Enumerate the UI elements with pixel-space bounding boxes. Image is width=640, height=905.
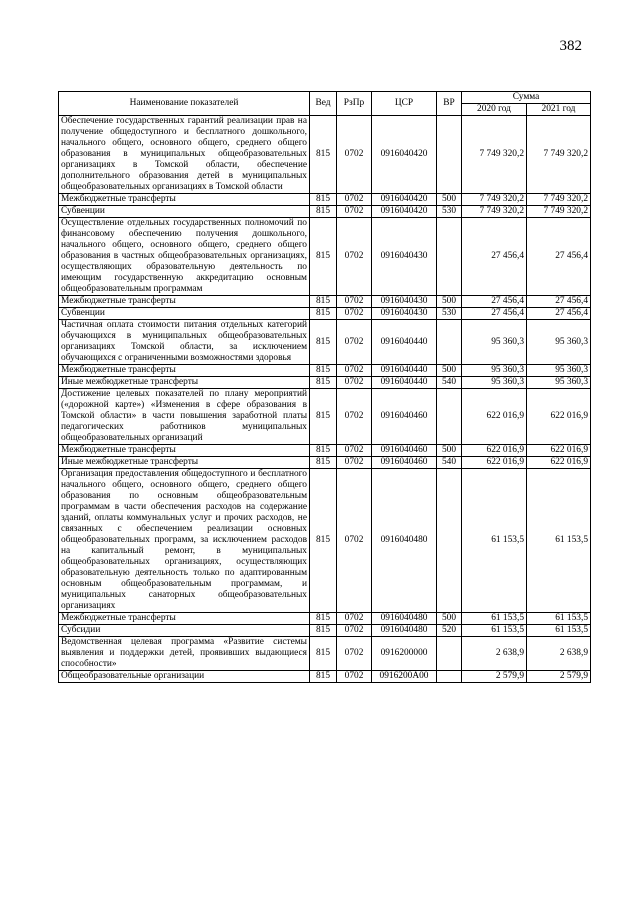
- header-2021: 2021 год: [527, 104, 591, 116]
- table-row: [59, 194, 591, 206]
- budget-table: [58, 91, 591, 683]
- row-csr: 0916200А00: [372, 671, 437, 683]
- row-name: Межбюджетные трансферты: [59, 613, 310, 625]
- table-row: [59, 389, 591, 445]
- row-ved: 815: [310, 365, 337, 377]
- row-vr: [437, 116, 462, 194]
- table-row: [59, 457, 591, 469]
- row-sum-2021: 7 749 320,2: [527, 116, 591, 194]
- row-csr: 0916040480: [372, 625, 437, 637]
- row-vr: [437, 218, 462, 296]
- row-rzpr: 0702: [337, 469, 372, 613]
- row-csr: 0916040430: [372, 296, 437, 308]
- row-ved: 815: [310, 206, 337, 218]
- row-ved: 815: [310, 116, 337, 194]
- row-sum-2020: 95 360,3: [462, 377, 527, 389]
- row-sum-2020: 27 456,4: [462, 308, 527, 320]
- row-rzpr: 0702: [337, 320, 372, 365]
- header-2020: 2020 год: [462, 104, 527, 116]
- header-name: Наименование показателей: [59, 92, 310, 116]
- row-name: Субвенции: [59, 206, 310, 218]
- row-csr: 0916040440: [372, 320, 437, 365]
- row-sum-2020: 27 456,4: [462, 218, 527, 296]
- row-rzpr: 0702: [337, 218, 372, 296]
- row-sum-2021: 622 016,9: [527, 457, 591, 469]
- row-name: Субвенции: [59, 308, 310, 320]
- row-sum-2021: 61 153,5: [527, 625, 591, 637]
- row-name: Ведомственная целевая программа «Развитие системы выявления и поддержки детей, проявивших выдающиеся способности»: [59, 637, 310, 671]
- row-vr: [437, 469, 462, 613]
- row-name: Обеспечение государственных гарантий реализации прав на получение общедоступного и бесплатного дошкольного, начального общего, основного общего, среднего общего образования в муниципальных общеобразовательных организациях в Томской области, обеспечение дополнительного образования детей в муниципальных общеобразовательных организациях в Томской области: [59, 116, 310, 194]
- row-sum-2020: 7 749 320,2: [462, 206, 527, 218]
- table-row: [59, 469, 591, 613]
- row-vr: [437, 637, 462, 671]
- row-rzpr: 0702: [337, 194, 372, 206]
- row-vr: [437, 320, 462, 365]
- row-csr: 0916040420: [372, 116, 437, 194]
- row-sum-2020: 2 579,9: [462, 671, 527, 683]
- row-ved: 815: [310, 218, 337, 296]
- row-ved: 815: [310, 613, 337, 625]
- row-csr: 0916200000: [372, 637, 437, 671]
- row-sum-2020: 2 638,9: [462, 637, 527, 671]
- row-rzpr: 0702: [337, 389, 372, 445]
- row-csr: 0916040480: [372, 469, 437, 613]
- table-body: [59, 116, 591, 683]
- row-sum-2021: 2 579,9: [527, 671, 591, 683]
- row-rzpr: 0702: [337, 377, 372, 389]
- table-row: [59, 116, 591, 194]
- row-rzpr: 0702: [337, 625, 372, 637]
- row-sum-2020: 7 749 320,2: [462, 194, 527, 206]
- row-ved: 815: [310, 457, 337, 469]
- row-csr: 0916040420: [372, 194, 437, 206]
- row-sum-2021: 95 360,3: [527, 320, 591, 365]
- row-ved: 815: [310, 389, 337, 445]
- row-rzpr: 0702: [337, 457, 372, 469]
- table-row: [59, 218, 591, 296]
- row-name: Достижение целевых показателей по плану мероприятий («дорожной карте») «Изменения в сфере образования в Томской области» в части повышения заработной платы педагогических работников муниципальных общеобразовательных организаций: [59, 389, 310, 445]
- row-vr: 530: [437, 206, 462, 218]
- row-rzpr: 0702: [337, 671, 372, 683]
- table-row: [59, 320, 591, 365]
- table-row: [59, 671, 591, 683]
- row-rzpr: 0702: [337, 296, 372, 308]
- row-rzpr: 0702: [337, 637, 372, 671]
- row-sum-2021: 95 360,3: [527, 377, 591, 389]
- row-sum-2021: 61 153,5: [527, 613, 591, 625]
- row-vr: 500: [437, 296, 462, 308]
- row-sum-2020: 61 153,5: [462, 469, 527, 613]
- header-csr: ЦСР: [372, 92, 437, 116]
- row-vr: 500: [437, 194, 462, 206]
- row-csr: 0916040460: [372, 457, 437, 469]
- row-ved: 815: [310, 671, 337, 683]
- row-name: Осуществление отдельных государственных полномочий по финансовому обеспечению получения дошкольного, начального общего, основного общего, среднего общего образования в частных общеобразовательных организациях, осуществляющих образовательную деятельность по имеющим государственную аккредитацию основным общеобразовательным программам: [59, 218, 310, 296]
- row-vr: 530: [437, 308, 462, 320]
- row-name: Межбюджетные трансферты: [59, 365, 310, 377]
- table-row: [59, 613, 591, 625]
- row-name: Иные межбюджетные трансферты: [59, 377, 310, 389]
- row-sum-2021: 2 638,9: [527, 637, 591, 671]
- row-name: Организация предоставления общедоступного и бесплатного начального общего, основного общего, среднего общего образования по основным общеобразовательным программам в части обеспечения расходов на содержание зданий, оплаты коммунальных услуг и прочих расходов, не связанных с обеспечением реализации основных общеобразовательных программ, за исключением расходов на капитальный ремонт, в муниципальных общеобразовательных организациях, осуществляющих образовательную деятельность только по адаптированным основным общеобразовательным программам, и муниципальных санаторных общеобразовательных организациях: [59, 469, 310, 613]
- table-row: [59, 445, 591, 457]
- row-name: Частичная оплата стоимости питания отдельных категорий обучающихся в муниципальных общеобразовательных организациях Томской области, за исключением обучающихся с ограниченными возможностями здоровья: [59, 320, 310, 365]
- row-ved: 815: [310, 625, 337, 637]
- row-sum-2021: 27 456,4: [527, 218, 591, 296]
- row-csr: 0916040480: [372, 613, 437, 625]
- row-rzpr: 0702: [337, 206, 372, 218]
- row-name: Межбюджетные трансферты: [59, 296, 310, 308]
- row-sum-2020: 622 016,9: [462, 445, 527, 457]
- table-row: [59, 637, 591, 671]
- row-sum-2020: 622 016,9: [462, 389, 527, 445]
- row-sum-2021: 622 016,9: [527, 445, 591, 457]
- row-sum-2021: 61 153,5: [527, 469, 591, 613]
- header-sum: Сумма: [462, 92, 591, 104]
- table-row: [59, 377, 591, 389]
- row-vr: 540: [437, 457, 462, 469]
- page-number: 382: [559, 38, 582, 54]
- row-sum-2021: 95 360,3: [527, 365, 591, 377]
- row-vr: [437, 389, 462, 445]
- row-ved: 815: [310, 296, 337, 308]
- row-sum-2020: 95 360,3: [462, 365, 527, 377]
- row-rzpr: 0702: [337, 445, 372, 457]
- row-sum-2020: 622 016,9: [462, 457, 527, 469]
- row-csr: 0916040440: [372, 365, 437, 377]
- row-csr: 0916040440: [372, 377, 437, 389]
- table-row: [59, 206, 591, 218]
- row-sum-2021: 7 749 320,2: [527, 194, 591, 206]
- row-sum-2020: 61 153,5: [462, 613, 527, 625]
- row-csr: 0916040430: [372, 218, 437, 296]
- row-rzpr: 0702: [337, 365, 372, 377]
- row-vr: 540: [437, 377, 462, 389]
- row-csr: 0916040460: [372, 389, 437, 445]
- row-sum-2020: 95 360,3: [462, 320, 527, 365]
- row-csr: 0916040430: [372, 308, 437, 320]
- row-sum-2020: 61 153,5: [462, 625, 527, 637]
- row-sum-2021: 27 456,4: [527, 296, 591, 308]
- row-rzpr: 0702: [337, 116, 372, 194]
- row-ved: 815: [310, 194, 337, 206]
- header-rzpr: РзПр: [337, 92, 372, 116]
- row-name: Иные межбюджетные трансферты: [59, 457, 310, 469]
- row-ved: 815: [310, 308, 337, 320]
- row-ved: 815: [310, 469, 337, 613]
- row-sum-2021: 7 749 320,2: [527, 206, 591, 218]
- row-csr: 0916040460: [372, 445, 437, 457]
- row-csr: 0916040420: [372, 206, 437, 218]
- row-vr: [437, 671, 462, 683]
- table-row: [59, 365, 591, 377]
- row-name: Межбюджетные трансферты: [59, 194, 310, 206]
- row-vr: 500: [437, 613, 462, 625]
- table-row: [59, 296, 591, 308]
- row-rzpr: 0702: [337, 613, 372, 625]
- row-name: Общеобразовательные организации: [59, 671, 310, 683]
- table-row: [59, 625, 591, 637]
- row-vr: 500: [437, 445, 462, 457]
- row-sum-2020: 7 749 320,2: [462, 116, 527, 194]
- row-name: Межбюджетные трансферты: [59, 445, 310, 457]
- row-vr: 520: [437, 625, 462, 637]
- row-sum-2021: 27 456,4: [527, 308, 591, 320]
- row-vr: 500: [437, 365, 462, 377]
- table-row: [59, 308, 591, 320]
- row-ved: 815: [310, 637, 337, 671]
- header-ved: Вед: [310, 92, 337, 116]
- row-sum-2020: 27 456,4: [462, 296, 527, 308]
- row-ved: 815: [310, 320, 337, 365]
- header-vr: ВР: [437, 92, 462, 116]
- row-name: Субсидии: [59, 625, 310, 637]
- row-ved: 815: [310, 445, 337, 457]
- row-ved: 815: [310, 377, 337, 389]
- row-sum-2021: 622 016,9: [527, 389, 591, 445]
- row-rzpr: 0702: [337, 308, 372, 320]
